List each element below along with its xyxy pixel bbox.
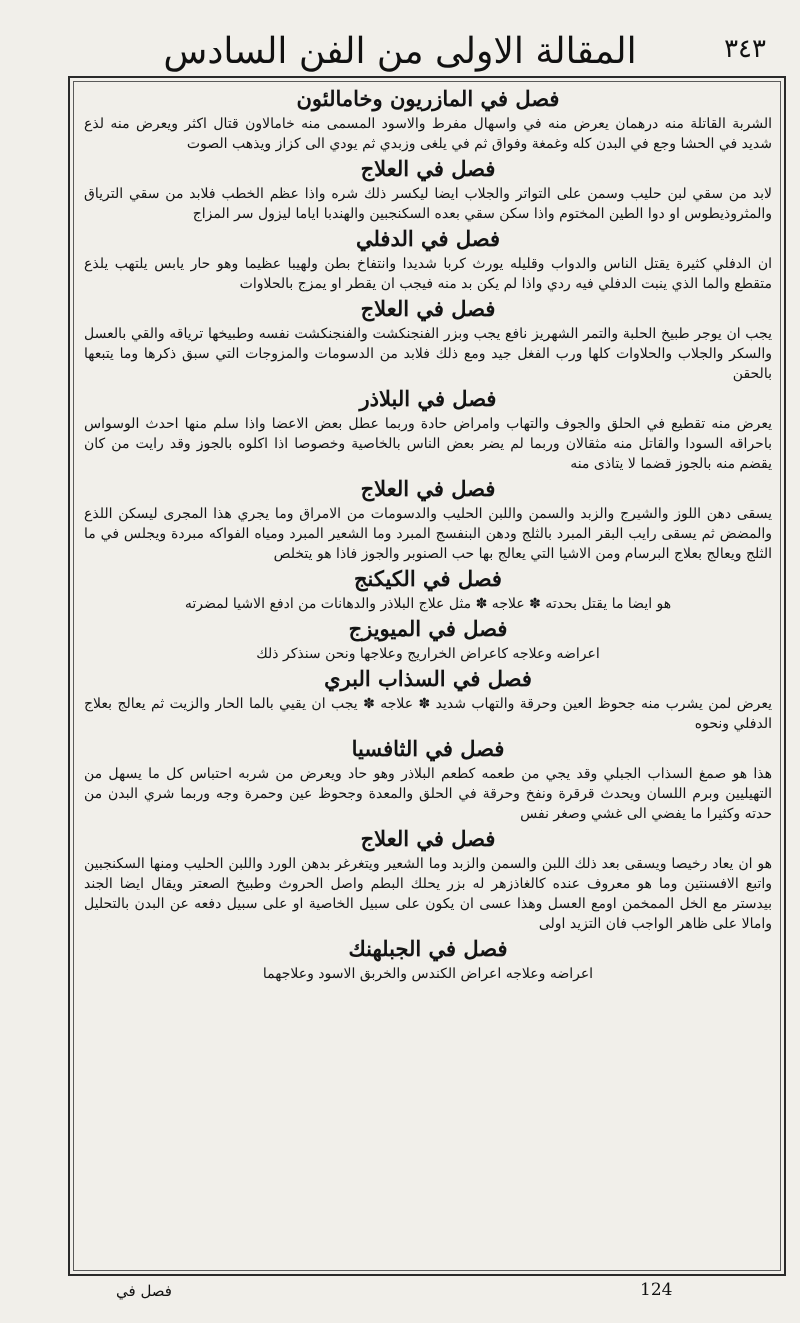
section-paragraph: ان الدفلي كثيرة يقتل الناس والدواب وقليله يورث كربا شديدا وانتفاخ بطن ولهيبا عظيما وهو حار يابس يلتهب يلذع متقطع والما الذي ينبت الدفلي فيه ردي واذا لم يكن بد منه فيجب ان يقطر او يمزج بالحلاوات <box>84 256 772 292</box>
section-wild-rue <box>78 666 778 734</box>
section-paragraph: يعرض لمن يشرب منه جحوظ العين وحرقة والتهاب شديد ✽ علاجه ✽ يجب ان يقيي بالما الحار والزيت ثم يعالج بعلاج الدفلي ونحوه <box>84 696 772 732</box>
section-mewizaj <box>78 616 778 664</box>
section-heading: فصل في المازريون وخامالئون <box>296 86 560 111</box>
section-heading: فصل في الثافسيا <box>351 736 505 761</box>
section-treatment-1 <box>78 156 778 224</box>
section-paragraph: يجب ان يوجر طبيخ الحلبة والتمر الشهريز نافع يجب وبزر الفنجنكشت والفنجنكشت نفسه وطبيخها ترياقه والقي بالعسل والسكر والجلاب والحلاوات كلها ورب الفغل جيد ومع ذلك فلابد من الدسومات والمزوجات التي سبق ذكرها وما يتبعها بالحقن <box>84 326 773 382</box>
section-paragraph: هو ان يعاد رخيصا ويسقى بعد ذلك اللبن والسمن والزبد وما الشعير ويتغرغر بدهن الورد واللبن الحليب ومنها السكنجبين واتبع الافسنتين وما هو معروف عنده كالغاذزهر له بزر يحلك البطم واصل الحروث وطبيخ الصعتر ويقال ايضا الجند بيدستر مع الخل الممخمن اومع العسل وهذا عسى ان يكون على سبيل الخاصية او على سبيل دفعه عن البدن بالتحليل وامالا على ظاهر الواجب فان التزيد اولى <box>84 856 772 932</box>
section-paragraph: لابد من سقي لبن حليب وسمن على التواتر والجلاب ايضا ليكسر ذلك شره واذا عظم الخطب فلابد من سقي الترياق والمثروذيطوس او دوا الطين المختوم واذا سكن سقي بعده السكنجبين والهندبا اياما ليزول سر المزاج <box>84 186 772 222</box>
section-paragraph: يعرض منه تقطيع في الحلق والجوف والتهاب وامراض حادة وربما عطل بعض الاعضا واذا سلم منها احدث الوسواس باحراقه السودا والقاتل منه مثقالان وربما لم يضر بعض الناس بالخاصية وخصوصا اذا اكلوه بالجوز وقد رايت من كان يقضم منه بالجوز قضما لا يتاذى منه <box>84 416 772 472</box>
section-heading: فصل في البلاذر <box>359 386 497 411</box>
section-heading: فصل في العلاج <box>360 476 496 501</box>
text-block <box>78 86 778 1266</box>
section-kaykanj <box>78 566 778 614</box>
section-paragraph: هو ايضا ما يقتل بحدته ✽ علاجه ✽ مثل علاج البلاذر والدهانات من ادفع الاشيا لمضرته <box>184 596 672 612</box>
section-paragraph: الشربة القاتلة منه درهمان يعرض منه في واسهال مفرط والاسود المسمى منه خامالاون قتال اكثر ويعرض منه لذع شديد في الحشا وجع في البدن كله وغمغة وفواق ثم في يلغى وزبدي ثم يودي الى كزاز ويذهب الصوت <box>84 116 772 152</box>
folio-number: 124 <box>640 1280 673 1300</box>
section-treatment-4 <box>78 826 778 934</box>
section-difli <box>78 226 778 294</box>
section-jabalhank <box>78 936 778 984</box>
page-number: ٣٤٣ <box>724 34 766 64</box>
section-paragraph: هذا هو صمغ السذاب الجبلي وقد يجي من طعمه كطعم البلاذر وهو حاد ويعرض من شربه احتباس كل ما يسهل من التهيليين وبرم اللسان ويحدث قرقرة ونفخ وحرقة في الحلق والمعدة وجحوظ عين وحمرة وجه وربما شري البدن من حدته وكثيرا ما يفضي الى غشي وصغر نفس <box>84 766 772 822</box>
section-baladhur <box>78 386 778 474</box>
section-heading: فصل في العلاج <box>360 296 496 321</box>
section-heading: فصل في الميويزج <box>348 616 508 641</box>
section-treatment-2 <box>78 296 778 384</box>
section-heading: فصل في العلاج <box>360 826 496 851</box>
section-paragraph: اعراضه وعلاجه اعراض الكندس والخربق الاسود وعلاجهما <box>262 966 594 982</box>
section-heading: فصل في السذاب البري <box>324 666 532 691</box>
page-header <box>20 18 780 76</box>
catchword: فصل في <box>116 1282 172 1300</box>
section-heading: فصل في الكيكنج <box>354 566 502 591</box>
running-title: المقالة الاولى من الفن السادس <box>163 31 637 72</box>
section-mazariyun <box>78 86 778 154</box>
section-heading: فصل في الدفلي <box>355 226 501 251</box>
section-heading: فصل في العلاج <box>360 156 496 181</box>
section-treatment-3 <box>78 476 778 564</box>
page-footer <box>20 1276 780 1316</box>
section-paragraph: يسقى دهن اللوز والشيرج والزبد والسمن واللبن الحليب والدسومات من الامراق وما يجري هذا المجرى ليسكن اللذع والمضض ثم يسقى رايب البقر المبرد بالثلج ودهن البنفسج المبرد وما الشعير المبرد ومياه الفواكه مبردة ويجلس في ما الثلج ويعالج بعلاج البرسام ومن الاشيا التي يعالج بها حب الصنوبر والجوز فاذا هو يتخلص <box>84 506 772 562</box>
section-paragraph: اعراضه وعلاجه كاعراض الخراريج وعلاجها ونحن سنذكر ذلك <box>256 646 600 662</box>
section-heading: فصل في الجبلهنك <box>348 936 508 961</box>
section-thapsia <box>78 736 778 824</box>
